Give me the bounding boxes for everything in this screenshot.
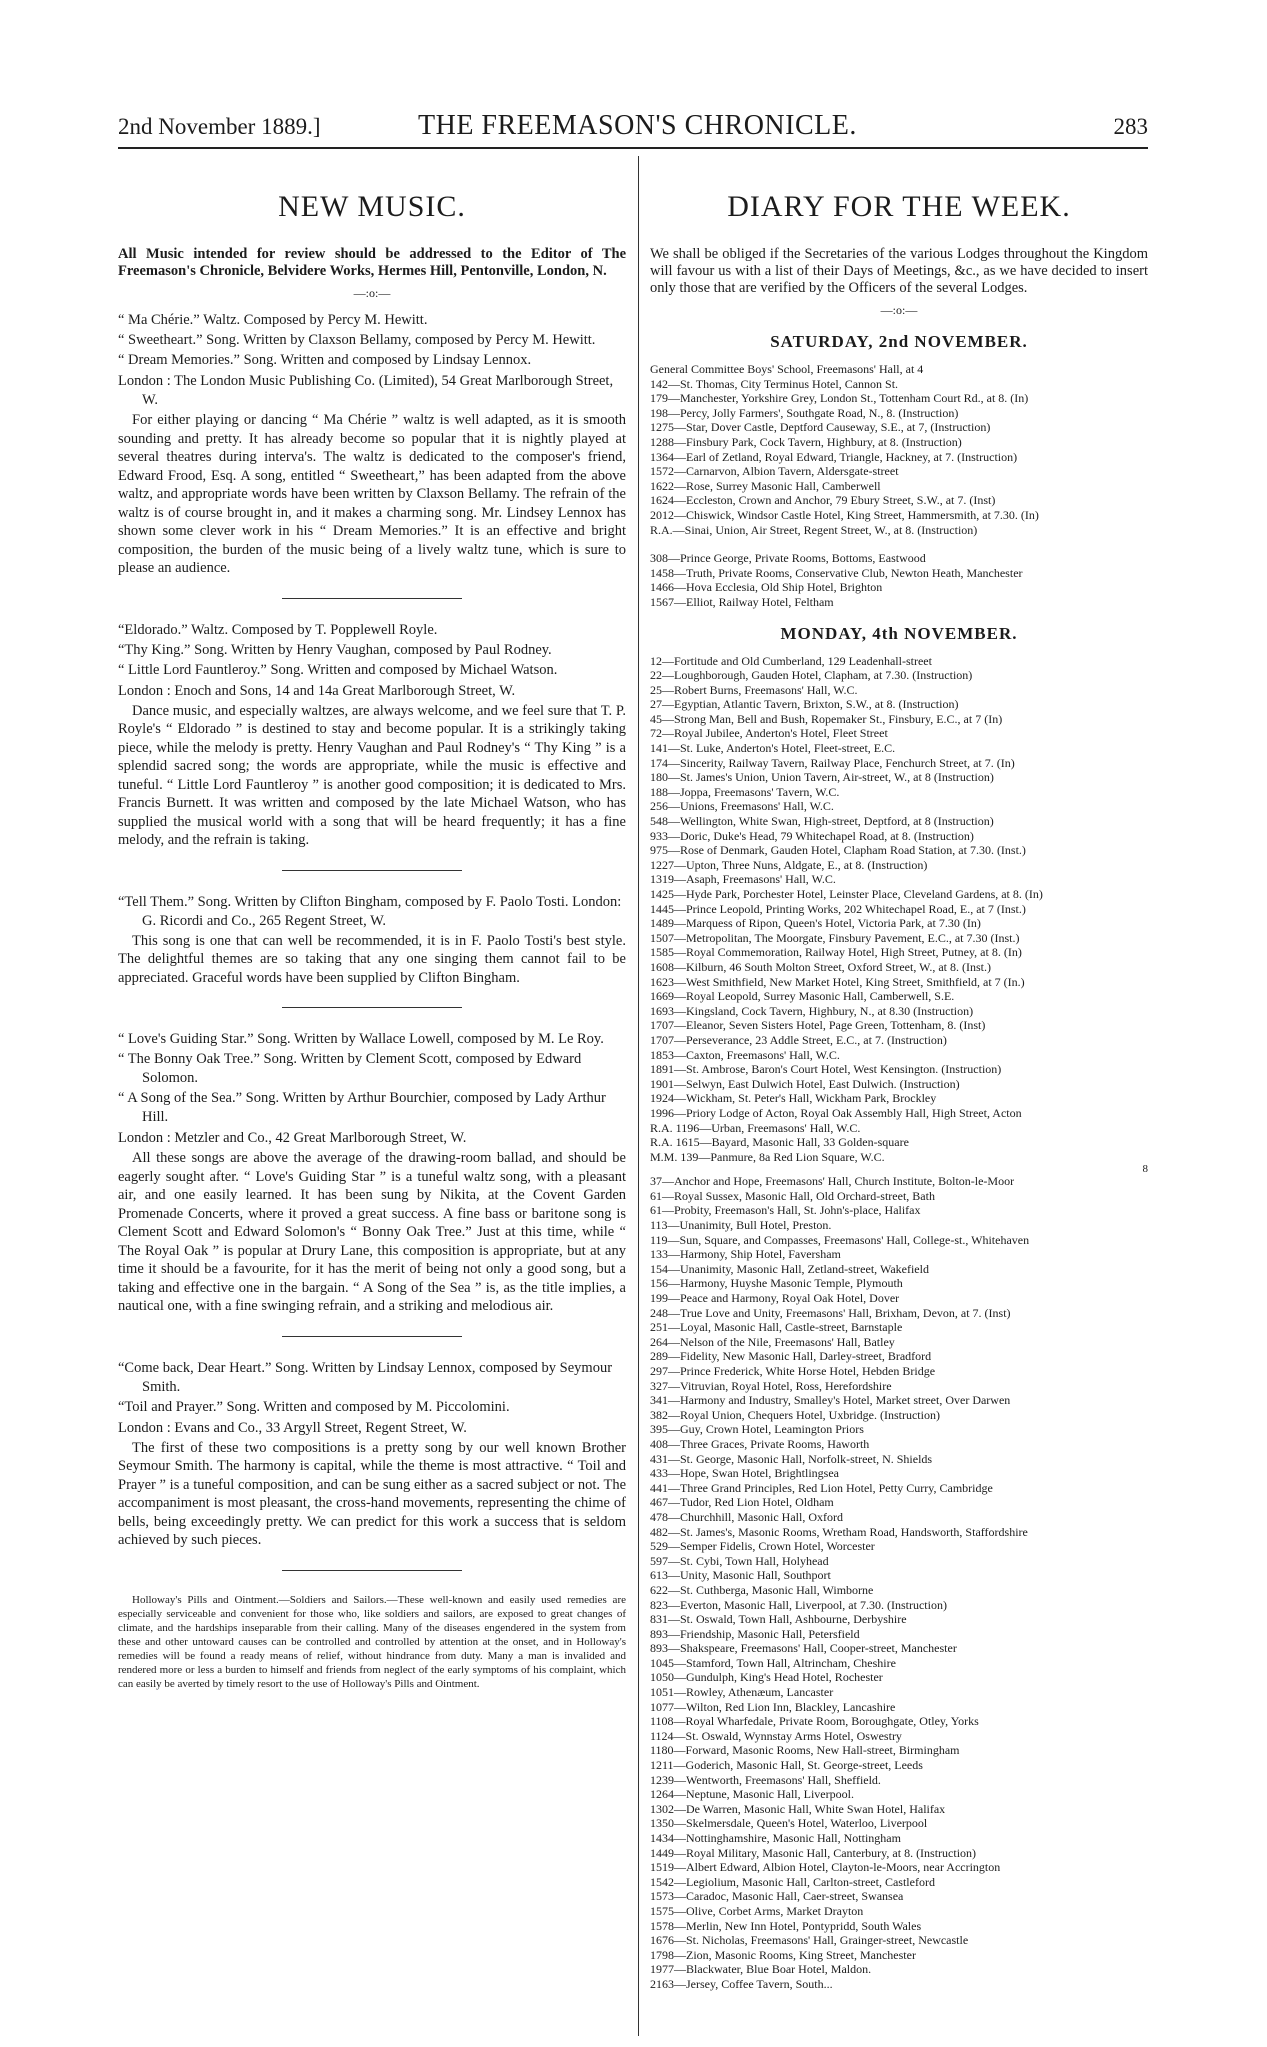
newspaper-title: THE FREEMASON'S CHRONICLE. — [418, 110, 857, 141]
lodge-meeting: 179—Manchester, Yorkshire Grey, London St., Tottenham Court Rd., at 8. (In) — [650, 391, 1029, 406]
lodge-meeting: 1319—Asaph, Freemasons' Hall, W.C. — [650, 872, 836, 887]
lodge-meeting: 141—St. Luke, Anderton's Hotel, Fleet-street, E.C. — [650, 741, 896, 756]
lodge-meeting: 1669—Royal Leopold, Surrey Masonic Hall, Camberwell, S.E. — [650, 989, 955, 1004]
lodge-meeting: 1693—Kingsland, Cock Tavern, Highbury, N., at 8.30 (Instruction) — [650, 1003, 974, 1018]
lodge-meeting: 1108—Royal Wharfedale, Private Room, Boroughgate, Otley, Yorks — [650, 1714, 979, 1729]
lodge-meeting: 119—Sun, Square, and Compasses, Freemasons' Hall, College-st., Whitehaven — [650, 1232, 1030, 1247]
review-section — [118, 311, 626, 578]
review-text: For either playing or dancing “ Ma Chérie ” waltz is well adapted, as it is smooth sounding and pretty. It has already become so popular that it is nightly played at several theatres during interva's. The waltz is dedicated to the composer's friend, Edward Frood, Esq. A song, entitled “ Sweetheart,” has been adapted from the above waltz, and appropriate words have been written by Claxson Bellamy. The refrain of the waltz is of course brought in, and it makes a charming song. Mr. Lindsey Lennox has shown some clever work in his “ Dream Memories.” It is an effective and bright composition, the burden of the music being of a lively waltz tune, which is sure to please an audience. — [118, 412, 626, 576]
lodge-meeting: 467—Tudor, Red Lion Hotel, Oldham — [650, 1495, 834, 1510]
new-music-title: NEW MUSIC. — [278, 190, 466, 223]
lodge-meeting: 1622—Rose, Surrey Masonic Hall, Camberwell — [650, 478, 881, 493]
review-text: All these songs are above the average of the drawing-room ballad, and should be eagerly sought after. “ Love's Guiding Star ” is a tuneful waltz song, with a pleasant air, and one easily learned. It has been sung by Nikita, at the Covent Garden Promenade Concerts, where it proved a great success. A fine bass or baritone song is Clement Scott and Edward Solomon's “ Bonny Oak Tree.” Just at this time, while “ The Royal Oak ” is popular at Drury Lane, this composition is appropriate, but at any time it should be a favourite, for it has the merit of being not only a good song, but a taking and effective one in the bargain. “ A Song of the Sea ” is, as the title implies, a nautical one, with a fine swinging refrain, and a striking and melodious air. — [118, 1150, 626, 1314]
lodge-meeting: 431—St. George, Masonic Hall, Norfolk-street, N. Shields — [650, 1451, 933, 1466]
lodge-meeting: 382—Royal Union, Chequers Hotel, Uxbridge. (Instruction) — [650, 1407, 940, 1422]
lodge-meeting: 142—St. Thomas, City Terminus Hotel, Cannon St. — [650, 376, 899, 391]
saturday-provincial-list — [650, 551, 1148, 609]
lodge-meeting: 1434—Nottinghamshire, Masonic Hall, Nottingham — [650, 1831, 901, 1845]
music-entry: “Come back, Dear Heart.” Song. Written by Lindsay Lennox, composed by Seymour Smith. — [118, 1359, 613, 1395]
monday-provincial-list — [650, 1174, 1148, 1991]
lodge-meeting: 1227—Upton, Three Nuns, Aldgate, E., at 8. (Instruction) — [650, 857, 928, 872]
issue-date: 2nd November 1889.] — [118, 114, 321, 139]
lodge-meeting: 1519—Albert Edward, Albion Hotel, Clayton-le-Moors, near Accrington — [650, 1860, 1001, 1875]
lodge-meeting: 1507—Metropolitan, The Moorgate, Finsbury Pavement, E.C., at 7.30 (Inst.) — [650, 930, 1020, 945]
lodge-meeting: 1180—Forward, Masonic Rooms, New Hall-street, Birmingham — [650, 1743, 960, 1758]
lodge-meeting: 1051—Rowley, Athenæum, Lancaster — [650, 1685, 834, 1700]
lodge-meeting: 1977—Blackwater, Blue Boar Hotel, Maldon. — [650, 1962, 872, 1977]
lodge-meeting: 597—St. Cybi, Town Hall, Holyhead — [650, 1553, 829, 1568]
column-divider — [638, 156, 639, 2036]
review-text: This song is one that can well be recommended, it is in F. Paolo Tosti's best style. The delightful themes are so taking that any one singing them cannot fail to be appreciated. Graceful words have been supplied by Clifton Bingham. — [118, 932, 626, 986]
saturday-london-list — [650, 362, 1148, 537]
diary-intro: We shall be obliged if the Secretaries of the various Lodges throughout the Kingdom will favour us with a list of their Days of Meetings, &c., as we have decided to insert only those that are verified by the Officers of the several Lodges. — [650, 246, 1148, 296]
lodge-meeting: 61—Probity, Freemason's Hall, St. John's-place, Halifax — [650, 1203, 921, 1218]
lodge-meeting: 1572—Carnarvon, Albion Tavern, Aldersgate-street — [650, 464, 899, 479]
lodge-meeting: 297—Prince Frederick, White Horse Hotel, Hebden Bridge — [650, 1364, 936, 1378]
section-rule — [282, 598, 462, 599]
lodge-meeting: 1264—Neptune, Masonic Hall, Liverpool. — [650, 1787, 854, 1802]
lodge-meeting: 25—Robert Burns, Freemasons' Hall, W.C. — [650, 682, 858, 697]
page-number: 283 — [1113, 114, 1148, 139]
lodge-meeting: 1124—St. Oswald, Wynnstay Arms Hotel, Oswestry — [650, 1728, 902, 1743]
lodge-meeting: 188—Joppa, Freemasons' Tavern, W.C. — [650, 784, 840, 799]
marginal-mark: 8 — [1142, 1163, 1148, 1176]
lodge-meeting: 2012—Chiswick, Windsor Castle Hotel, King Street, Hammersmith, at 7.30. (In) — [650, 507, 1039, 522]
lodge-meeting: 975—Rose of Denmark, Gauden Hotel, Clapham Road Station, at 7.30. (Inst.) — [650, 843, 1026, 858]
lodge-meeting: 1578—Merlin, New Inn Hotel, Pontypridd, South Wales — [650, 1918, 922, 1933]
ornament: —:o:— — [353, 286, 391, 300]
lodge-meeting: 1623—West Smithfield, New Market Hotel, King Street, Smithfield, at 7 (In.) — [650, 974, 1025, 989]
lodge-meeting: 1458—Truth, Private Rooms, Conservative Club, Newton Heath, Manchester — [650, 565, 1023, 580]
music-entry: “Thy King.” Song. Written by Henry Vaughan, composed by Paul Rodney. — [118, 641, 552, 658]
lodge-meeting: 154—Unanimity, Masonic Hall, Zetland-street, Wakefield — [650, 1261, 929, 1276]
review-section — [118, 893, 626, 988]
lodge-meeting: 1050—Gundulph, King's Head Hotel, Rochester — [650, 1670, 883, 1685]
lodge-meeting: 1707—Perseverance, 23 Addle Street, E.C., at 7. (Instruction) — [650, 1032, 947, 1047]
lodge-meeting: 22—Loughborough, Gauden Hotel, Clapham, at 7.30. (Instruction) — [650, 668, 973, 683]
lodge-meeting: 1045—Stamford, Town Hall, Altrincham, Cheshire — [650, 1655, 896, 1670]
lodge-meeting: 1542—Legiolium, Masonic Hall, Carlton-street, Castleford — [650, 1874, 935, 1889]
section-rule — [282, 1570, 462, 1571]
lodge-meeting: 408—Three Graces, Private Rooms, Haworth — [650, 1436, 870, 1451]
monday-london-list — [650, 654, 1148, 1165]
monday-heading: MONDAY, 4th NOVEMBER. — [780, 623, 1018, 643]
music-entry: “Toil and Prayer.” Song. Written and composed by M. Piccolomini. — [118, 1398, 510, 1415]
lodge-meeting: 198—Percy, Jolly Farmers', Southgate Road, N., 8. (Instruction) — [650, 405, 959, 420]
diary-title: DIARY FOR THE WEEK. — [727, 190, 1071, 223]
lodge-meeting: R.A.—Sinai, Union, Air Street, Regent Street, W., at 8. (Instruction) — [650, 522, 978, 537]
music-entry: “ The Bonny Oak Tree.” Song. Written by Clement Scott, composed by Edward Solomon. — [118, 1051, 582, 1086]
publisher-line: London : Enoch and Sons, 14 and 14a Great Marlborough Street, W. — [118, 682, 516, 699]
lodge-meeting: 256—Unions, Freemasons' Hall, W.C. — [650, 799, 834, 814]
lodge-meeting: R.A. 1615—Bayard, Masonic Hall, 33 Golden-square — [650, 1135, 909, 1150]
lodge-meeting: 133—Harmony, Ship Hotel, Faversham — [650, 1247, 841, 1262]
lodge-meeting: 2163—Jersey, Coffee Tavern, South... — [650, 1976, 833, 1991]
lodge-meeting: 893—Friendship, Masonic Hall, Petersfield — [650, 1626, 860, 1641]
lodge-meeting: M.M. 139—Panmure, 8a Red Lion Square, W.C. — [650, 1149, 885, 1164]
lodge-meeting: 933—Doric, Duke's Head, 79 Whitechapel Road, at 8. (Instruction) — [650, 828, 974, 843]
lodge-meeting: General Committee Boys' School, Freemasons' Hall, at 4 — [650, 362, 924, 376]
music-entry: “Eldorado.” Waltz. Composed by T. Popplewell Royle. — [118, 621, 438, 638]
lodge-meeting: 1996—Priory Lodge of Acton, Royal Oak Assembly Hall, High Street, Acton — [650, 1105, 1022, 1120]
lodge-meeting: 264—Nelson of the Nile, Freemasons' Hall, Batley — [650, 1334, 895, 1349]
lodge-meeting: 327—Vitruvian, Royal Hotel, Ross, Herefordshire — [650, 1378, 892, 1393]
lodge-meeting: 1798—Zion, Masonic Rooms, King Street, Manchester — [650, 1947, 916, 1962]
lodge-meeting: 1567—Elliot, Railway Hotel, Feltham — [650, 594, 834, 609]
music-entry: “ Sweetheart.” Song. Written by Claxson Bellamy, composed by Percy M. Hewitt. — [118, 332, 596, 348]
lodge-meeting: 893—Shakspeare, Freemasons' Hall, Cooper-street, Manchester — [650, 1641, 957, 1656]
music-entry: “ Love's Guiding Star.” Song. Written by Wallace Lowell, composed by M. Le Roy. — [118, 1031, 604, 1047]
section-rule — [282, 1336, 462, 1337]
music-entry: “ Dream Memories.” Song. Written and composed by Lindsay Lennox. — [118, 352, 532, 368]
lodge-meeting: 1445—Prince Leopold, Printing Works, 202 Whitechapel Road, E., at 7 (Inst.) — [650, 901, 1026, 916]
music-entry: “Tell Them.” Song. Written by Clifton Bingham, composed by F. Paolo Tosti. London: G. Ricordi and Co., 265 Regent Street, W. — [118, 893, 622, 929]
music-entry: “ A Song of the Sea.” Song. Written by Arthur Bourchier, composed by Lady Arthur Hill. — [118, 1090, 606, 1125]
lodge-meeting: 27—Egyptian, Atlantic Tavern, Brixton, S.W., at 8. (Instruction) — [650, 697, 959, 712]
saturday-heading: SATURDAY, 2nd NOVEMBER. — [770, 332, 1028, 351]
lodge-meeting: 72—Royal Jubilee, Anderton's Hotel, Fleet Street — [650, 726, 888, 741]
lodge-meeting: 248—True Love and Unity, Freemasons' Hall, Brixham, Devon, at 7. (Inst) — [650, 1305, 1011, 1320]
lodge-meeting: 1350—Skelmersdale, Queen's Hotel, Waterloo, Liverpool — [650, 1816, 928, 1831]
lodge-meeting: 180—St. James's Union, Union Tavern, Air-street, W., at 8 (Instruction) — [650, 770, 994, 785]
lodge-meeting: 1489—Marquess of Ripon, Queen's Hotel, Victoria Park, at 7.30 (In) — [650, 916, 981, 931]
review-text: Dance music, and especially waltzes, are always welcome, and we feel sure that T. P. Royle's “ Eldorado ” is destined to stay and become popular. It is a strikingly taking piece, while the melody is pretty. Henry Vaughan and Paul Rodney's “ Thy King ” is a splendid sacred song; the words are appropriate, while the music is effective and tuneful. “ Little Lord Fauntleroy ” is another good composition; it is dedicated to Mrs. Francis Burnett. It was written and composed by the late Michael Watson, who has supplied the musical world with a song that will be heard frequently; it has a fine melody, and the refrain is taking. — [118, 702, 626, 848]
lodge-meeting: 1077—Wilton, Red Lion Inn, Blackley, Lancashire — [650, 1699, 896, 1714]
lodge-meeting: 174—Sincerity, Railway Tavern, Railway Place, Fenchurch Street, at 7. (In) — [650, 755, 1015, 770]
lodge-meeting: 156—Harmony, Huyshe Masonic Temple, Plymouth — [650, 1276, 903, 1291]
masthead — [118, 108, 1148, 144]
lodge-meeting: 823—Everton, Masonic Hall, Liverpool, at 7.30. (Instruction) — [650, 1597, 947, 1612]
review-section — [118, 1359, 626, 1550]
masthead-rule — [118, 147, 1148, 149]
lodge-meeting: 199—Peace and Harmony, Royal Oak Hotel, Dover — [650, 1291, 900, 1306]
publisher-line: London : The London Music Publishing Co. (Limited), 54 Great Marlborough Street, W. — [118, 373, 614, 408]
lodge-meeting: 1707—Eleanor, Seven Sisters Hotel, Page Green, Tottenham, 8. (Inst) — [650, 1018, 986, 1033]
lodge-meeting: 1364—Earl of Zetland, Royal Edward, Triangle, Hackney, at 7. (Instruction) — [650, 449, 1018, 464]
lodge-meeting: 1891—St. Ambrose, Baron's Court Hotel, West Kensington. (Instruction) — [650, 1062, 1002, 1077]
lodge-meeting: 831—St. Oswald, Town Hall, Ashbourne, Derbyshire — [650, 1612, 907, 1627]
lodge-meeting: R.A. 1196—Urban, Freemasons' Hall, W.C. — [650, 1120, 861, 1135]
lodge-meeting: 433—Hope, Swan Hotel, Brightlingsea — [650, 1466, 839, 1481]
holloway-advert: Holloway's Pills and Ointment.—Soldiers and Sailors.—These well-known and easily used remedies are especially serviceable and convenient for those who, like soldiers and sailors, are exposed to great changes of climate, and the hardships inseparable from their calling. Many of the diseases engendered in the system from these and other untoward causes can be controlled and controlled by attention at the onset, and in Holloway's remedies will be found a ready means of relief, without hindrance from duty. Many a man is invalided and rendered more or less a burden to himself and friends from neglect of the early symptoms of his complaint, which can easily be averted by timely resort to the use of Holloway's Pills and Ointment. — [118, 1593, 626, 1690]
diary-column — [650, 190, 1148, 1992]
music-entry: “ Ma Chérie.” Waltz. Composed by Percy M. Hewitt. — [118, 312, 428, 328]
lodge-meeting: 12—Fortitude and Old Cumberland, 129 Leadenhall-street — [650, 653, 932, 668]
lodge-meeting: 529—Semper Fidelis, Crown Hotel, Worcester — [650, 1539, 875, 1554]
lodge-meeting: 441—Three Grand Principles, Red Lion Hotel, Petty Curry, Cambridge — [650, 1480, 993, 1495]
section-rule — [282, 870, 462, 871]
lodge-meeting: 45—Strong Man, Bell and Bush, Ropemaker St., Finsbury, E.C., at 7 (In) — [650, 711, 1003, 726]
lodge-meeting: 1924—Wickham, St. Peter's Hall, Wickham Park, Brockley — [650, 1091, 937, 1106]
lodge-meeting: 1449—Royal Military, Masonic Hall, Canterbury, at 8. (Instruction) — [650, 1845, 977, 1860]
ornament: —:o:— — [880, 303, 918, 317]
section-rule — [282, 1007, 462, 1008]
lodge-meeting: 251—Loyal, Masonic Hall, Castle-street, Barnstaple — [650, 1320, 903, 1335]
lodge-meeting: 1575—Olive, Corbet Arms, Market Drayton — [650, 1903, 864, 1918]
review-text: The first of these two compositions is a pretty song by our well known Brother Seymour Smith. The harmony is capital, while the theme is most attractive. “ Toil and Prayer ” is a tuneful composition, and can be sung either as a sacred subject or not. The accompaniment is most pleasant, the cross-hand movements, representing the chime of bells, being exceedingly pretty. We can predict for this work a success that is seldom achieved by such pieces. — [118, 1439, 626, 1548]
lodge-meeting: 341—Harmony and Industry, Smalley's Hotel, Market street, Over Darwen — [650, 1393, 1011, 1408]
lodge-meeting: 1573—Caradoc, Masonic Hall, Caer-street, Swansea — [650, 1889, 904, 1904]
publisher-line: London : Metzler and Co., 42 Great Marlborough Street, W. — [118, 1130, 467, 1146]
lodge-meeting: 622—St. Cuthberga, Masonic Hall, Wimborne — [650, 1582, 874, 1597]
lodge-meeting: 1901—Selwyn, East Dulwich Hotel, East Dulwich. (Instruction) — [650, 1076, 960, 1091]
lodge-meeting: 1288—Finsbury Park, Cock Tavern, Highbury, at 8. (Instruction) — [650, 434, 962, 449]
lodge-meeting: 1676—St. Nicholas, Freemasons' Hall, Grainger-street, Newcastle — [650, 1933, 969, 1948]
lodge-meeting: 289—Fidelity, New Masonic Hall, Darley-street, Bradford — [650, 1349, 932, 1364]
lodge-meeting: 1853—Caxton, Freemasons' Hall, W.C. — [650, 1047, 840, 1062]
lodge-meeting: 1624—Eccleston, Crown and Anchor, 79 Ebury Street, S.W., at 7. (Inst) — [650, 493, 996, 508]
new-music-intro: All Music intended for review should be addressed to the Editor of The Freemason's Chronicle, Belvidere Works, Hermes Hill, Pentonville, London, N. — [118, 246, 626, 279]
lodge-meeting: 308—Prince George, Private Rooms, Bottoms, Eastwood — [650, 551, 926, 566]
lodge-meeting: 113—Unanimity, Bull Hotel, Preston. — [650, 1218, 832, 1233]
lodge-meeting: 1211—Goderich, Masonic Hall, St. George-street, Leeds — [650, 1758, 923, 1773]
review-section — [118, 1030, 626, 1316]
lodge-meeting: 61—Royal Sussex, Masonic Hall, Old Orchard-street, Bath — [650, 1188, 935, 1203]
new-music-column — [118, 190, 626, 1691]
lodge-meeting: 478—Churchhill, Masonic Hall, Oxford — [650, 1509, 843, 1524]
lodge-meeting: 1239—Wentworth, Freemasons' Hall, Sheffield. — [650, 1772, 881, 1787]
lodge-meeting: 1585—Royal Commemoration, Railway Hotel, High Street, Putney, at 8. (In) — [650, 945, 1022, 960]
lodge-meeting: 37—Anchor and Hope, Freemasons' Hall, Church Institute, Bolton-le-Moor — [650, 1174, 1015, 1189]
lodge-meeting: 1302—De Warren, Masonic Hall, White Swan Hotel, Halifax — [650, 1801, 946, 1816]
lodge-meeting: 1466—Hova Ecclesia, Old Ship Hotel, Brighton — [650, 580, 883, 595]
lodge-meeting: 1275—Star, Dover Castle, Deptford Causeway, S.E., at 7, (Instruction) — [650, 420, 991, 435]
lodge-meeting: 1608—Kilburn, 46 South Molton Street, Oxford Street, W., at 8. (Inst.) — [650, 959, 991, 974]
lodge-meeting: 1425—Hyde Park, Porchester Hotel, Leinster Place, Cleveland Gardens, at 8. (In) — [650, 887, 1043, 901]
lodge-meeting: 395—Guy, Crown Hotel, Leamington Priors — [650, 1422, 864, 1437]
lodge-meeting: 482—St. James's, Masonic Rooms, Wretham Road, Handsworth, Staffordshire — [650, 1524, 1028, 1539]
lodge-meeting: 548—Wellington, White Swan, High-street, Deptford, at 8 (Instruction) — [650, 814, 994, 829]
review-section — [118, 621, 626, 850]
lodge-meeting: 613—Unity, Masonic Hall, Southport — [650, 1568, 831, 1583]
music-entry: “ Little Lord Fauntleroy.” Song. Written and composed by Michael Watson. — [118, 661, 558, 678]
list-gap — [650, 537, 1148, 551]
publisher-line: London : Evans and Co., 33 Argyll Street, Regent Street, W. — [118, 1419, 467, 1436]
